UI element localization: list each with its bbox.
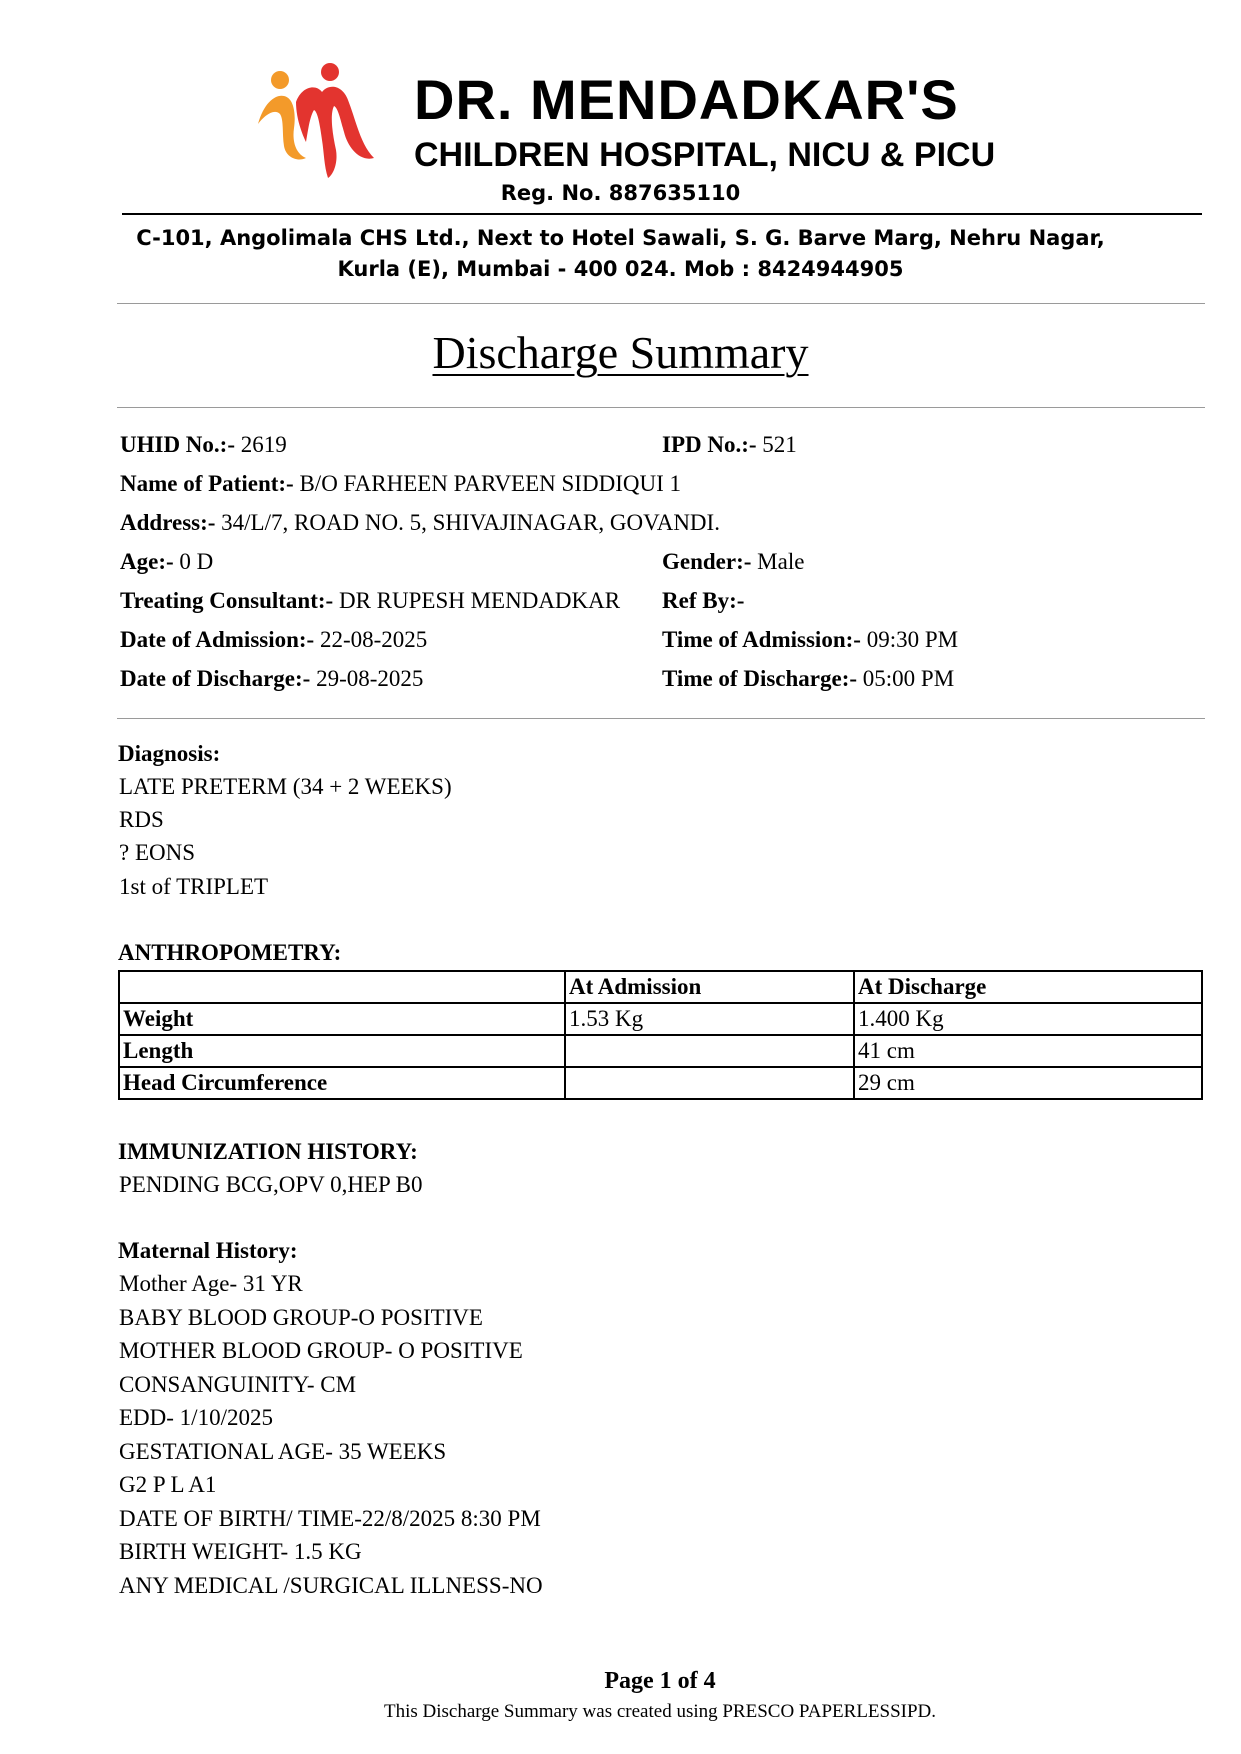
page-title: Discharge Summary xyxy=(432,327,809,378)
discharge-date-field xyxy=(120,666,423,692)
registration-number: Reg. No. 887635110 xyxy=(500,181,741,205)
diagnosis-item: 1st of TRIPLET xyxy=(119,874,269,899)
divider xyxy=(117,407,1205,408)
maternal-history-item: EDD- 1/10/2025 xyxy=(119,1405,273,1430)
divider xyxy=(117,303,1205,304)
ref-by-label: Ref By:- xyxy=(662,588,745,613)
address-line-1: C-101, Angolimala CHS Ltd., Next to Hotel Sawali, S. G. Barve Marg, Nehru Nagar, xyxy=(136,226,1105,250)
maternal-history-item: GESTATIONAL AGE- 35 WEEKS xyxy=(119,1439,447,1464)
anthropometry-heading: ANTHROPOMETRY: xyxy=(118,940,342,965)
address-value: 34/L/7, ROAD NO. 5, SHIVAJINAGAR, GOVANDI. xyxy=(215,510,720,535)
age-value: 0 D xyxy=(173,549,214,574)
discharge-date-label: Date of Discharge:- xyxy=(120,666,311,691)
gender-field xyxy=(662,549,804,575)
diagnosis-item: RDS xyxy=(119,807,164,832)
gender-value: Male xyxy=(751,549,805,574)
maternal-history-item: DATE OF BIRTH/ TIME-22/8/2025 8:30 PM xyxy=(119,1506,541,1531)
hospital-name: DR. MENDADKAR'S xyxy=(414,68,959,131)
table-cell: 1.53 Kg xyxy=(565,1003,854,1035)
row-label: Weight xyxy=(119,1003,565,1035)
gender-label: Gender:- xyxy=(662,549,752,574)
admission-time-label: Time of Admission:- xyxy=(662,627,861,652)
address-field xyxy=(120,510,720,536)
table-row xyxy=(119,1067,1202,1099)
table-header-row xyxy=(119,971,1202,1003)
table-cell: 1.400 Kg xyxy=(854,1003,1202,1035)
uhid-label: UHID No.:- xyxy=(120,432,235,457)
table-cell xyxy=(565,1067,854,1099)
table-row xyxy=(119,1003,1202,1035)
discharge-time-value: 05:00 PM xyxy=(857,666,955,691)
discharge-time-label: Time of Discharge:- xyxy=(662,666,858,691)
column-header xyxy=(119,971,565,1003)
diagnosis-item: LATE PRETERM (34 + 2 WEEKS) xyxy=(119,774,452,799)
logo-red-head xyxy=(321,63,339,81)
uhid-field xyxy=(120,432,287,458)
address-label: Address:- xyxy=(120,510,216,535)
maternal-history-item: G2 P L A1 xyxy=(119,1472,217,1497)
patient-name-label: Name of Patient:- xyxy=(120,471,294,496)
consultant-label: Treating Consultant:- xyxy=(120,588,334,613)
discharge-time-field xyxy=(662,666,954,692)
immunization-text: PENDING BCG,OPV 0,HEP B0 xyxy=(119,1172,423,1197)
ipd-label: IPD No.:- xyxy=(662,432,757,457)
admission-date-field xyxy=(120,627,427,653)
address-line-2: Kurla (E), Mumbai - 400 024. Mob : 8424944905 xyxy=(337,257,904,281)
footer-note: This Discharge Summary was created using PRESCO PAPERLESSIPD. xyxy=(383,1701,937,1722)
table-cell: 29 cm xyxy=(854,1067,1202,1099)
logo-red-body xyxy=(296,87,374,178)
anthropometry-table xyxy=(118,970,1203,1100)
table-row xyxy=(119,1035,1202,1067)
admission-time-value: 09:30 PM xyxy=(860,627,959,652)
column-header: At Discharge xyxy=(854,971,1202,1003)
table-cell xyxy=(565,1035,854,1067)
ipd-value: 521 xyxy=(756,432,797,457)
row-label: Head Circumference xyxy=(119,1067,565,1099)
admission-time-field xyxy=(662,627,958,653)
immunization-heading: IMMUNIZATION HISTORY: xyxy=(118,1139,418,1164)
maternal-history-item: ANY MEDICAL /SURGICAL ILLNESS-NO xyxy=(119,1573,543,1598)
discharge-date-value: 29-08-2025 xyxy=(310,666,424,691)
table-cell: 41 cm xyxy=(854,1035,1202,1067)
diagnosis-heading: Diagnosis: xyxy=(118,741,221,766)
row-label: Length xyxy=(119,1035,565,1067)
consultant-value: DR RUPESH MENDADKAR xyxy=(333,588,621,613)
logo-orange-head xyxy=(271,71,289,89)
consultant-field xyxy=(120,588,620,614)
diagnosis-item: ? EONS xyxy=(119,840,196,865)
header-divider xyxy=(122,213,1202,215)
maternal-history-item: Mother Age- 31 YR xyxy=(119,1271,303,1296)
admission-date-label: Date of Admission:- xyxy=(120,627,315,652)
patient-name-field xyxy=(120,471,681,497)
admission-date-value: 22-08-2025 xyxy=(314,627,428,652)
ref-by-field xyxy=(662,588,744,614)
maternal-history-heading: Maternal History: xyxy=(118,1238,298,1263)
column-header: At Admission xyxy=(565,971,854,1003)
ipd-field xyxy=(662,432,797,458)
maternal-history-item: BABY BLOOD GROUP-O POSITIVE xyxy=(119,1305,483,1330)
divider xyxy=(117,718,1205,719)
hospital-subtitle: CHILDREN HOSPITAL, NICU & PICU xyxy=(414,136,996,174)
patient-name-value: B/O FARHEEN PARVEEN SIDDIQUI 1 xyxy=(293,471,681,496)
maternal-history-item: CONSANGUINITY- CM xyxy=(119,1372,357,1397)
age-label: Age:- xyxy=(120,549,174,574)
maternal-history-item: BIRTH WEIGHT- 1.5 KG xyxy=(119,1539,362,1564)
uhid-value: 2619 xyxy=(235,432,287,457)
hospital-logo xyxy=(250,62,376,180)
age-field xyxy=(120,549,213,575)
maternal-history-item: MOTHER BLOOD GROUP- O POSITIVE xyxy=(119,1338,523,1363)
page-number: Page 1 of 4 xyxy=(604,1668,716,1694)
